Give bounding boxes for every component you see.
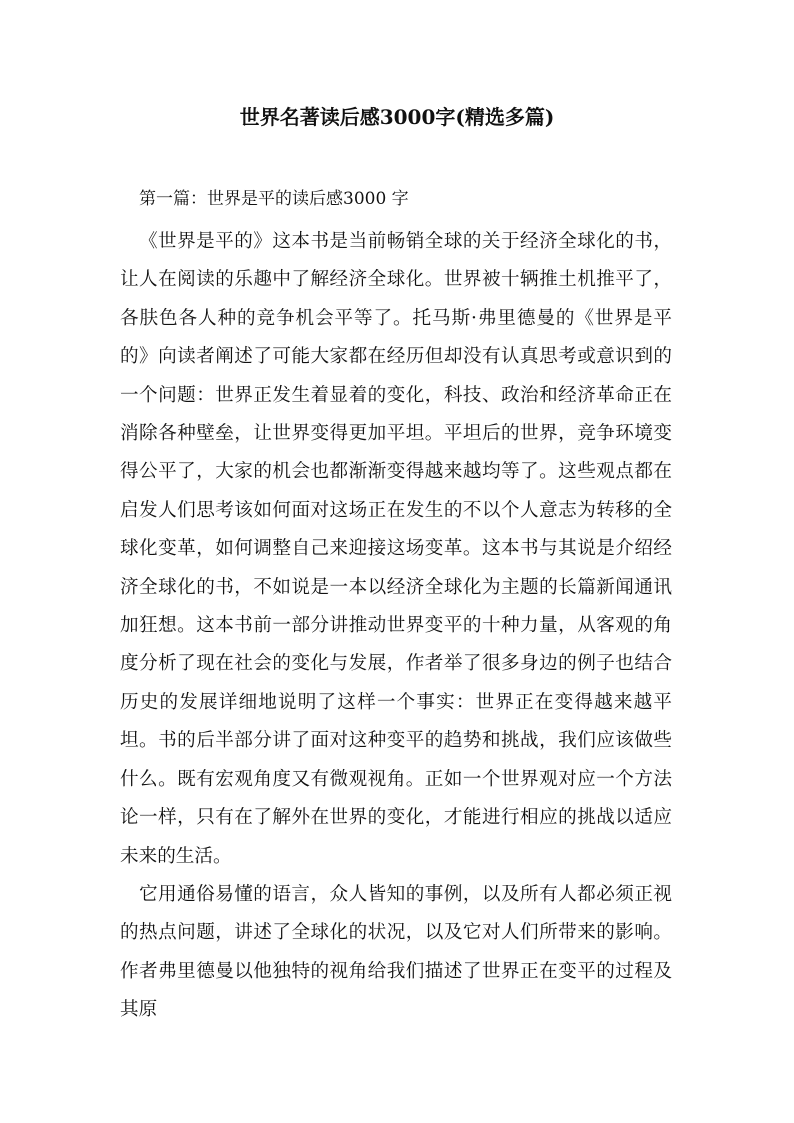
document-body (120, 223, 672, 1030)
paragraph-1: 《世界是平的》这本书是当前畅销全球的关于经济全球化的书，让人在阅读的乐趣中了解经济全球化。世界被十辆推土机推平了，各肤色各人种的竞争机会平等了。托马斯·弗里德曼的《世界是平的》向读者阐述了可能大家都在经历但却没有认真思考或意识到的一个问题：世界正发生着显着的变化，科技、政治和经济革命正在消除各种壁垒，让世界变得更加平坦。平坦后的世界，竞争环境变得公平了，大家的机会也都渐渐变得越来越均等了。这些观点都在启发人们思考该如何面对这场正在发生的不以个人意志为转移的全球化变革，如何调整自己来迎接这场变革。这本书与其说是介绍经济全球化的书，不如说是一本以经济全球化为主题的长篇新闻通讯加狂想。这本书前一部分讲推动世界变平的十种力量，从客观的角度分析了现在社会的变化与发展，作者举了很多身边的例子也结合历史的发展详细地说明了这样一个事实：世界正在变得越来越平坦。书的后半部分讲了面对这种变平的趋势和挑战，我们应该做些什么。既有宏观角度又有微观视角。正如一个世界观对应一个方法论一样，只有在了解外在世界的变化，才能进行相应的挑战以适应未来的生活。 (120, 231, 672, 867)
section-heading: 第一篇：世界是平的读后感3000 字 (139, 189, 409, 209)
document-title: 世界名著读后感3000字(精选多篇) (239, 105, 555, 129)
paragraph-2: 它用通俗易懂的语言，众人皆知的事例，以及所有人都必须正视的热点问题，讲述了全球化的状况，以及它对人们所带来的影响。作者弗里德曼以他独特的视角给我们描述了世界正在变平的过程及其原 (120, 883, 672, 1021)
